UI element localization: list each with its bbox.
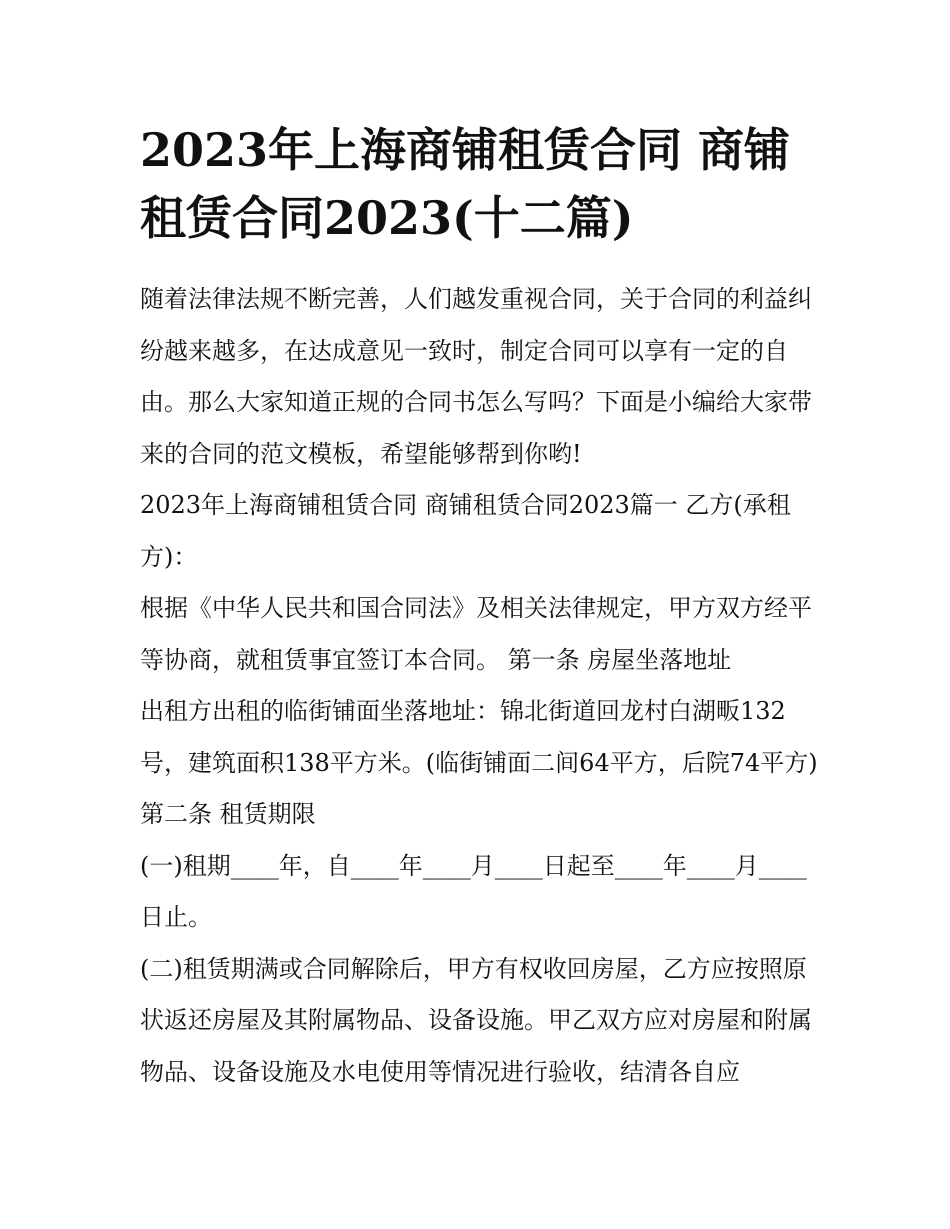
contract-basis-paragraph: 根据《中华人民共和国合同法》及相关法律规定，甲方双方经平等协商，就租赁事宜签订本合同。 第一条 房屋坐落地址 — [140, 594, 812, 674]
section-heading-paragraph: 2023年上海商铺租赁合同 商铺租赁合同2023篇一 乙方(承租方)： — [140, 491, 791, 571]
document-body — [140, 274, 820, 1098]
lease-end-paragraph: (二)租赁期满或合同解除后，甲方有权收回房屋，乙方应按照原状返还房屋及其附属物品、设备设施。甲乙双方应对房屋和附属物品、设备设施及水电使用等情况进行验收，结清各自应 — [140, 954, 812, 1086]
document-title: 2023年上海商铺租赁合同 商铺租赁合同2023(十二篇) — [140, 123, 791, 245]
document-content — [140, 116, 820, 1098]
lease-term-paragraph: (一)租期____年，自____年____月____日起至____年____月____日止。 — [140, 851, 807, 931]
property-address-paragraph: 出租方出租的临街铺面坐落地址：锦北街道回龙村白湖畈132号，建筑面积138平方米。(临街铺面二间64平方，后院74平方) 第二条 租赁期限 — [140, 697, 818, 828]
intro-paragraph: 随着法律法规不断完善，人们越发重视合同，关于合同的利益纠纷越来越多，在达成意见一致时，制定合同可以享有一定的自由。那么大家知道正规的合同书怎么写吗？下面是小编给大家带来的合同的范文模板，希望能够帮到你哟! — [140, 285, 812, 468]
